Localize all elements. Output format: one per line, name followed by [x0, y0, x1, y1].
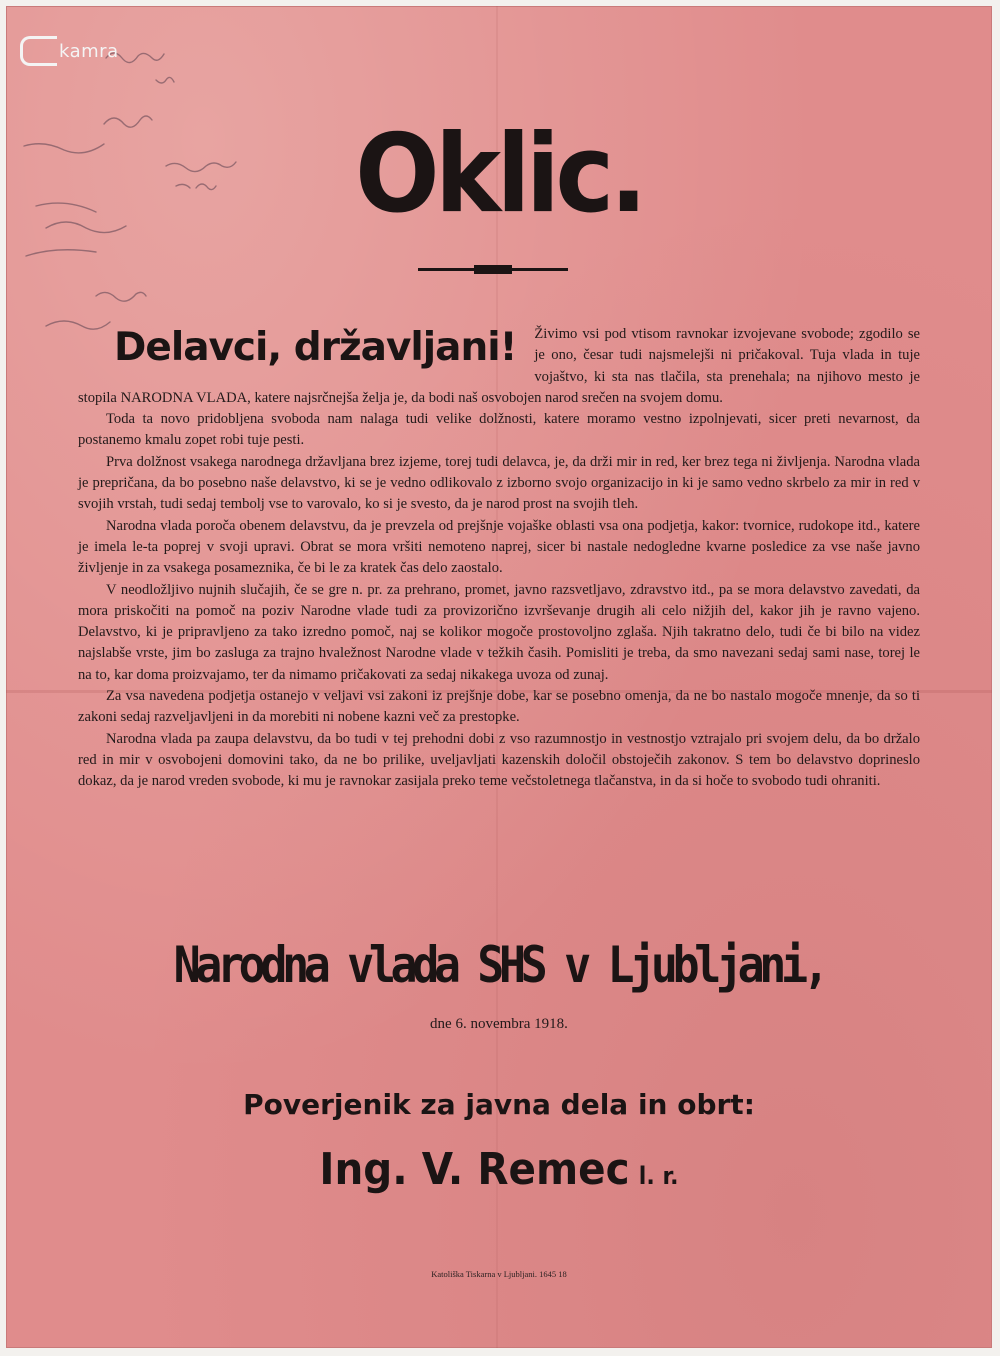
- paragraph-6: Za vsa navedena podjetja ostanejo v veljavi vsi zakoni iz prejšnje dobe, kar se posebno omenja, da ne bo nastalo mogoče mnenje, da so ti zakoni sedaj razveljavljeni in da morebiti ni nobene kazni več za prestopke.: [78, 688, 920, 726]
- title-divider: [418, 268, 568, 271]
- paragraph-4: Narodna vlada poroča obenem delavstvu, da je prevzela od prejšnje vojaške oblasti vsa ona podjetja, kakor: tvornice, rudokope itd., katere je imela le-ta poprej v svoji upravi. Obrat se mora vršiti nemoteno naprej, sicer bi nastale nedogledne kvarne posledice za vse naše javno življenje in za vsakega posameznika, če bi le za kratek čas delo zaostalo.: [78, 517, 920, 577]
- paragraph-2: Toda ta novo pridobljena svoboda nam nalaga tudi velike dolžnosti, katere moramo vestno izpolnjevati, sicer preti nevarnost, da postanemo kmalu zopet robi tuje pesti.: [78, 411, 920, 449]
- paragraph-1: Živimo vsi pod vtisom ravnokar izvojevane svobode; zgodilo se je ono, česar tudi najsmelejši ni pričakoval. Tuja vlada in tuje vojaštvo, ki sta nas tlačila, sta prenehala; na njihovo mesto je stopila NARODNA VLADA, katere najsrčnejša želja je, da bodi naš osvobojen narod srečen na svojem domu.: [78, 326, 920, 406]
- paragraph-3: Prva dolžnost vsakega narodnega državljana brez izjeme, torej tudi delavca, je, da drži mir in red, ker brez tega ni življenja. Narodna vlada je prepričana, da bo posebno naše delavstvo, ki se je vedno odlikovalo z izborno svojo organizacijo in ki je samo vedno skrbelo za mir in red v svojih vrstah, tudi sedaj tembolj vse to varovalo, ko si je svesto, da je narod prost na svojih tleh.: [78, 453, 920, 513]
- proclamation-body: [78, 324, 920, 793]
- salutation-heading: Delavci, državljani!: [114, 325, 517, 370]
- issue-date: dne 6. novembra 1918.: [430, 1016, 568, 1032]
- signatory-name: Ing. V. Remec: [319, 1144, 630, 1195]
- kamra-logo-icon: [20, 36, 57, 66]
- printer-imprint: Katoliška Tiskarna v Ljubljani. 1645 18: [431, 1269, 567, 1279]
- commissioner-title: Poverjenik za javna dela in obrt:: [243, 1088, 755, 1121]
- paragraph-7: Narodna vlada pa zaupa delavstvu, da bo tudi v tej prehodni dobi z vso razumnostjo in vestnostjo vztrajalo pri svojem delu, da bo držalo red in mir v osvobojeni domovini tako, da ne bo prilike, uveljavljati kazenskih določil obstoječih zakonov. S tem bo delavstvo doprineslo dokaz, da je narod vreden svobode, ki mu je ravnokar zasijala preko teme večstoletnega tlačanstva, in da si hoče to svobodo tudi ohraniti.: [78, 730, 920, 790]
- poster-sheet: [6, 6, 992, 1348]
- poster-title: Oklic.: [355, 112, 643, 237]
- signatory-suffix: l. r.: [638, 1162, 679, 1190]
- government-heading: Narodna vlada SHS v Ljubljani,: [173, 936, 825, 994]
- kamra-watermark: [20, 36, 119, 66]
- kamra-logo-text: kamra: [59, 40, 119, 62]
- signature-line: [45, 1144, 952, 1195]
- paragraph-5: V neodložljivo nujnih slučajih, če se gre n. pr. za prehrano, promet, javno razsvetljavo, zdravstvo itd., pa se mora delavstvo zavedati, da mora priskočiti na pomoč na poziv Narodne vlade tudi za provizorično izvrševanje drugih ali celo nižjih del, kakor jih je ravno vajeno. Delavstvo, ki je pripravljeno za tako izredno pomoč, naj se kolikor mogoče prostovoljno zglaša. Njih takratno delo, tudi če bi bilo na videz najslabše vrste, jim bo zasluga za trajno hvaležnost Narodne vlade v težkih časih. Pomisliti je treba, da smo navezani sedaj sami nase, torej le na to, kar doma proizvajamo, ter da nimamo pričakovati za sedaj nikakega uvoza od zunaj.: [78, 581, 920, 683]
